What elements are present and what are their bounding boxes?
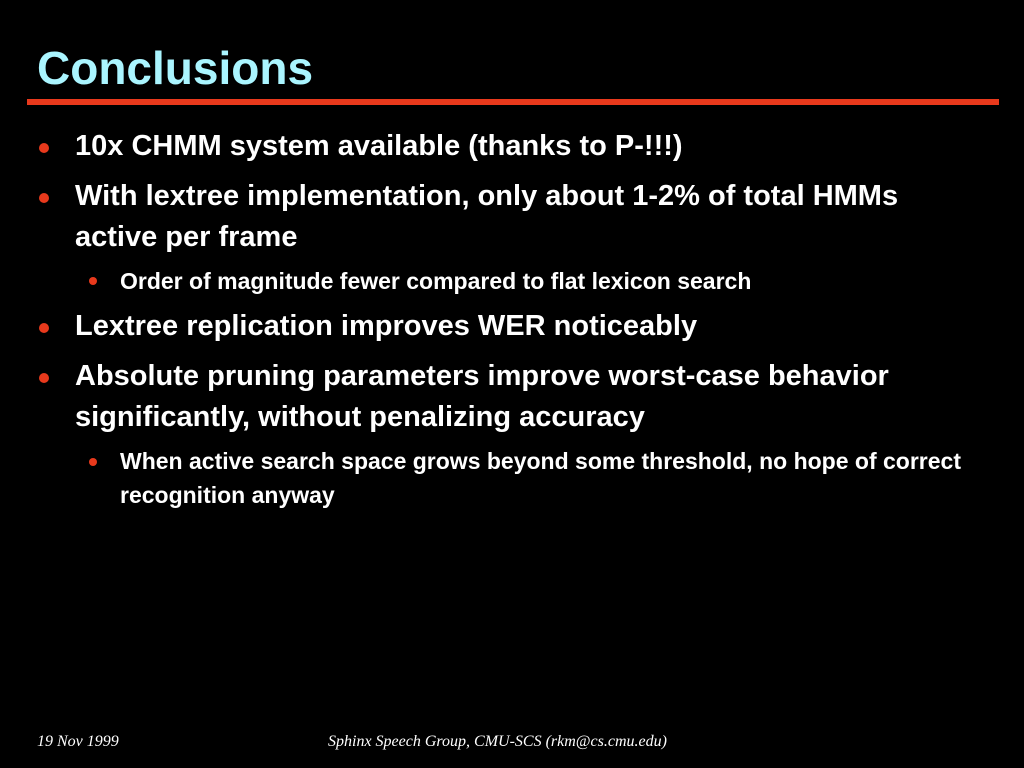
bullet-dot-icon <box>39 143 49 153</box>
bullet-item: With lextree implementation, only about 1-2% of total HMMs active per frame <box>75 180 899 253</box>
footer-date: 19 Nov 1999 <box>37 733 119 750</box>
title-underline <box>27 99 999 105</box>
bullet-dot-icon <box>39 323 49 333</box>
slide-title: Conclusions <box>37 42 314 94</box>
bullet-dot-icon <box>39 193 49 203</box>
sub-bullet-dot-icon <box>89 277 97 285</box>
bullet-item: 10x CHMM system available (thanks to P-!!!) <box>75 130 683 162</box>
footer-credit: Sphinx Speech Group, CMU-SCS (rkm@cs.cmu.edu) <box>328 733 667 750</box>
bullet-item: Absolute pruning parameters improve worst-case behavior significantly, without penalizing accuracy <box>75 360 889 433</box>
bullet-item: Lextree replication improves WER noticeably <box>75 310 698 342</box>
sub-bullet-item: Order of magnitude fewer compared to flat lexicon search <box>120 268 752 294</box>
bullet-dot-icon <box>39 373 49 383</box>
sub-bullet-dot-icon <box>89 458 97 466</box>
sub-bullet-item: When active search space grows beyond some threshold, no hope of correct recognition anyway <box>120 448 961 508</box>
